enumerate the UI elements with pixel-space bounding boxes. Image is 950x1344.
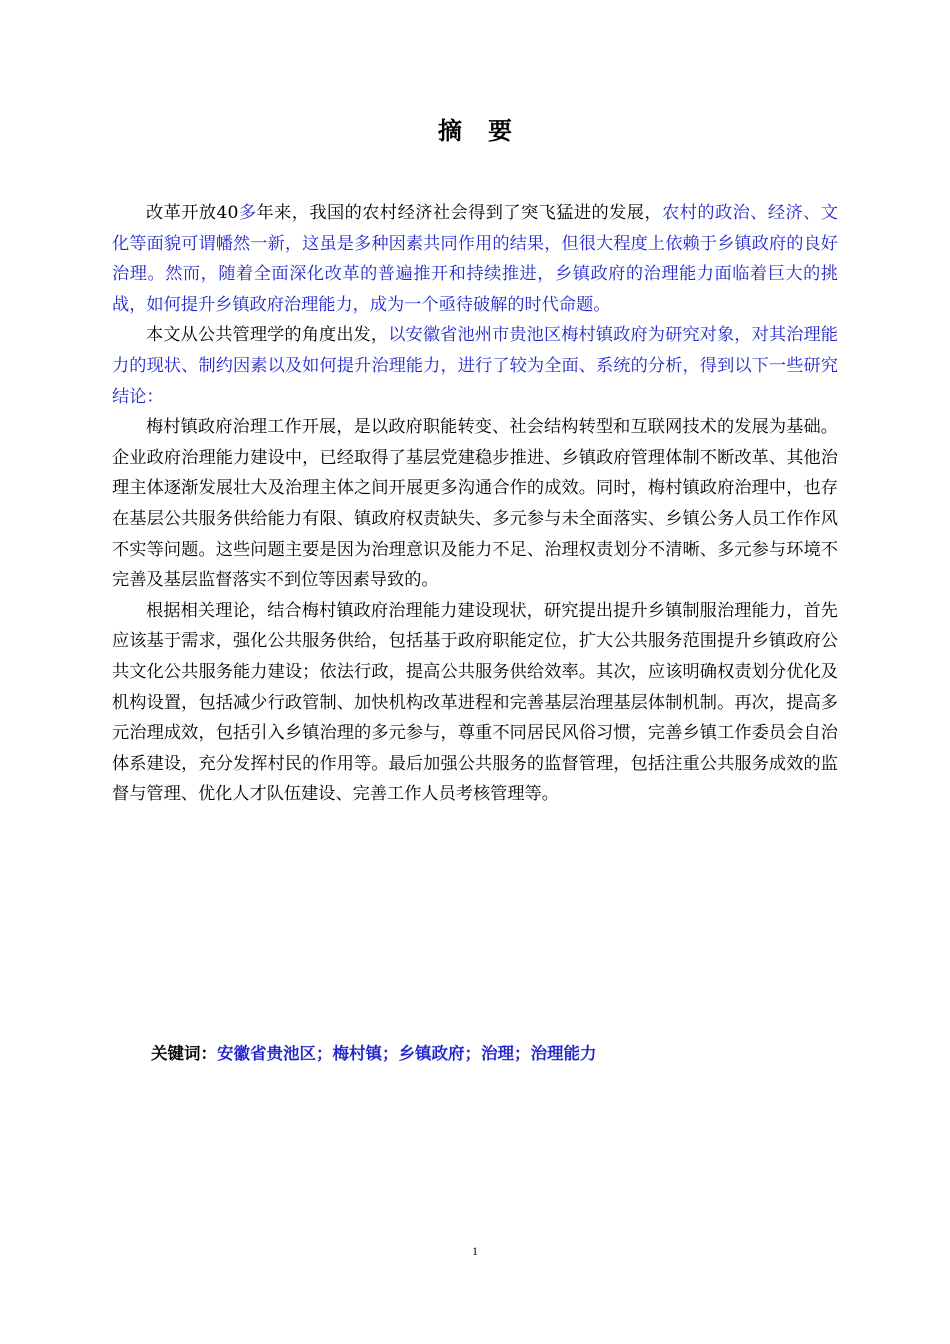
- abstract-title-char-2: 要: [488, 117, 512, 145]
- page-number: 1: [472, 1244, 478, 1258]
- abstract-title-char-1: 摘: [438, 117, 462, 145]
- abstract-paragraph-1: [112, 198, 838, 320]
- p1-segment-4: 农村的政治、经济、文化等面貌可谓幡然一新，这虽是多种因素共同作用的结果，但很大程度上依赖于乡镇政府的良好治理。然而，随着全面深化改革的普遍推开和持续推进，乡镇政府的治理能力面临着巨大的挑战，如何提升乡镇政府治理能力，成为一个亟待破解的时代命题。: [112, 203, 838, 315]
- p1-segment-3: 年来，我国的农村经济社会得到了突飞猛进的发展，: [256, 203, 663, 223]
- p2-segment-2: 以安徽省池州市贵池区梅村镇政府为研究对象，对其治理能力的现状、制约因素以及如何提升治理能力，进行了较为全面、系统的分析，得到以下一些研究结论：: [112, 325, 838, 407]
- abstract-body: [112, 198, 838, 810]
- abstract-title: [0, 114, 950, 148]
- p1-segment-2: 多: [238, 203, 257, 223]
- abstract-paragraph-4: 根据相关理论，结合梅村镇政府治理能力建设现状，研究提出提升乡镇制服治理能力，首先应该基于需求，强化公共服务供给，包括基于政府职能定位，扩大公共服务范围提升乡镇政府公共文化公共服务能力建设；依法行政，提高公共服务供给效率。其次，应该明确权责划分优化及机构设置，包括减少行政管制、加快机构改革进程和完善基层治理基层体制机制。再次，提高多元治理成效，包括引入乡镇治理的多元参与，尊重不同居民风俗习惯，完善乡镇工作委员会自治体系建设，充分发挥村民的作用等。最后加强公共服务的监督管理，包括注重公共服务成效的监督与管理、优化人才队伍建设、完善工作人员考核管理等。: [112, 600, 838, 805]
- abstract-paragraph-2: [112, 320, 838, 412]
- abstract-paragraph-3: 梅村镇政府治理工作开展，是以政府职能转变、社会结构转型和互联网技术的发展为基础。企业政府治理能力建设中，已经取得了基层党建稳步推进、乡镇政府管理体制不断改革、其他治理主体逐渐发展壮大及治理主体之间开展更多沟通合作的成效。同时，梅村镇政府治理中，也存在基层公共服务供给能力有限、镇政府权责缺失、多元参与未全面落实、乡镇公务人员工作作风不实等问题。这些问题主要是因为治理意识及能力不足、治理权责划分不清晰、多元参与环境不完善及基层监督落实不到位等因素导致的。: [112, 417, 838, 591]
- p1-segment-1: 改革开放40: [146, 203, 239, 223]
- p2-segment-1: 本文从公共管理学的角度出发，: [146, 325, 389, 346]
- keywords-line: [151, 1040, 597, 1068]
- keywords-label: 关键词：: [151, 1044, 217, 1063]
- keywords-values: 安徽省贵池区；梅村镇；乡镇政府；治理；治理能力: [217, 1044, 597, 1063]
